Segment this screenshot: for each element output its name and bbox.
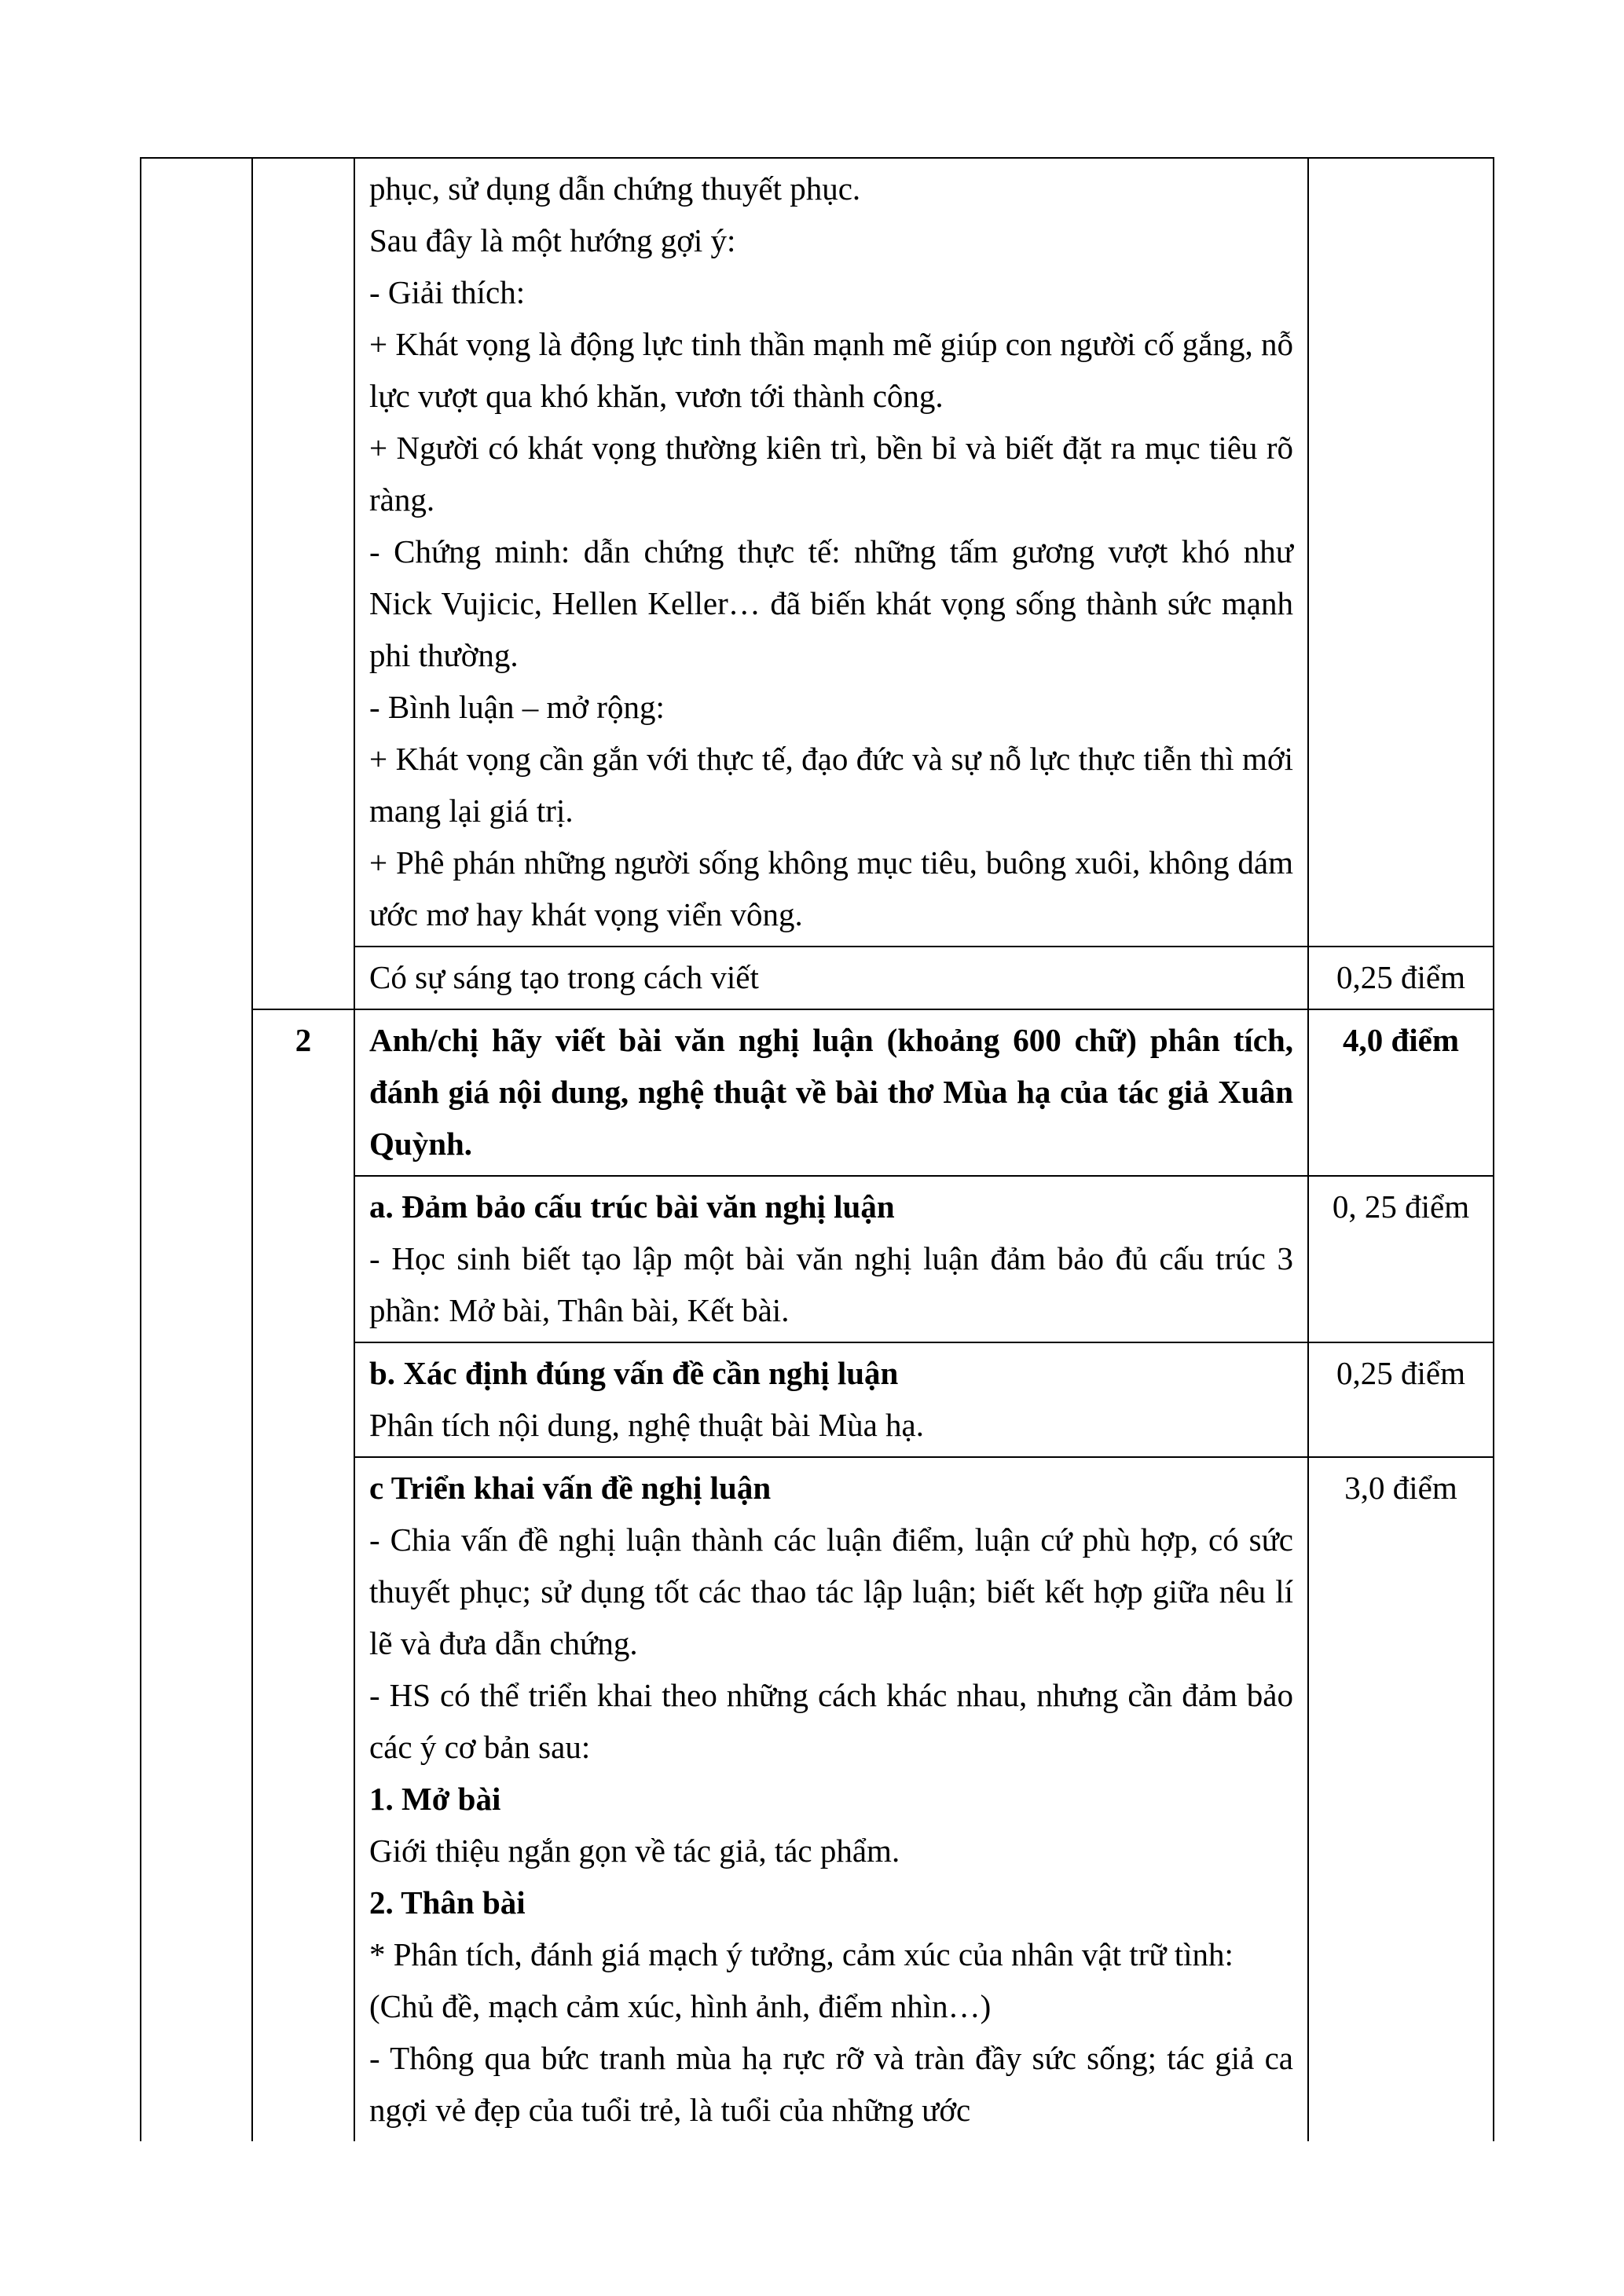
- text-paragraph: (Chủ đề, mạch cảm xúc, hình ảnh, điểm nhìn…): [369, 1988, 992, 2024]
- table-row-guidance: [141, 158, 1494, 947]
- text-paragraph: b. Xác định đúng vấn đề cần nghị luận: [369, 1355, 899, 1391]
- text-paragraph: 2. Thân bài: [369, 1884, 526, 1921]
- content-cell: [354, 1342, 1308, 1457]
- text-paragraph: Phân tích nội dung, nghệ thuật bài Mùa hạ.: [369, 1407, 924, 1443]
- text-paragraph: Có sự sáng tạo trong cách viết: [369, 959, 759, 995]
- points-cell: 4,0 điểm: [1308, 1009, 1494, 1176]
- text-paragraph: Giới thiệu ngắn gọn về tác giả, tác phẩm.: [369, 1833, 900, 1869]
- text-paragraph: c Triển khai vấn đề nghị luận: [369, 1470, 772, 1506]
- points-cell: 0,25 điểm: [1308, 947, 1494, 1009]
- text-paragraph: Anh/chị hãy viết bài văn nghị luận (khoảng 600 chữ) phân tích, đánh giá nội dung, nghệ thuật về bài thơ Mùa hạ của tác giả Xuân Quỳnh.: [369, 1022, 1293, 1162]
- points-cell: [1308, 158, 1494, 947]
- table-row-question-2: [141, 1009, 1494, 1176]
- text-paragraph: a. Đảm bảo cấu trúc bài văn nghị luận: [369, 1188, 895, 1225]
- text-paragraph: + Khát vọng cần gắn với thực tế, đạo đức và sự nỗ lực thực tiễn thì mới mang lại giá trị.: [369, 741, 1293, 829]
- grading-rubric-table: [140, 157, 1494, 2141]
- rubric-table-region: [140, 157, 1496, 2296]
- text-paragraph: + Người có khát vọng thường kiên trì, bền bỉ và biết đặt ra mục tiêu rõ ràng.: [369, 430, 1293, 518]
- text-paragraph: + Khát vọng là động lực tinh thần mạnh mẽ giúp con người cố gắng, nỗ lực vượt qua khó khăn, vươn tới thành công.: [369, 326, 1293, 414]
- content-cell: [354, 1457, 1308, 2141]
- text-paragraph: * Phân tích, đánh giá mạch ý tưởng, cảm xúc của nhân vật trữ tình:: [369, 1936, 1234, 1972]
- text-paragraph: - Học sinh biết tạo lập một bài văn nghị luận đảm bảo đủ cấu trúc 3 phần: Mở bài, Thân bài, Kết bài.: [369, 1240, 1293, 1328]
- text-paragraph: - Chứng minh: dẫn chứng thực tế: những tấm gương vượt khó như Nick Vujicic, Hellen Keller… đã biến khát vọng sống thành sức mạnh phi thường.: [369, 533, 1293, 673]
- text-paragraph: phục, sử dụng dẫn chứng thuyết phục.: [369, 170, 861, 207]
- question-number-cell: 2: [252, 1009, 354, 2141]
- text-paragraph: - Giải thích:: [369, 274, 526, 310]
- text-paragraph: - Chia vấn đề nghị luận thành các luận điểm, luận cứ phù hợp, có sức thuyết phục; sử dụng tốt các thao tác lập luận; biết kết hợp giữa nêu lí lẽ và đưa dẫn chứng.: [369, 1522, 1293, 1661]
- content-cell: [354, 947, 1308, 1009]
- text-paragraph: 1. Mở bài: [369, 1781, 501, 1817]
- text-paragraph: - HS có thể triển khai theo những cách khác nhau, nhưng cần đảm bảo các ý cơ bản sau:: [369, 1677, 1293, 1765]
- content-cell: [354, 1176, 1308, 1342]
- points-cell: 0, 25 điểm: [1308, 1176, 1494, 1342]
- text-paragraph: - Bình luận – mở rộng:: [369, 689, 665, 725]
- text-paragraph: Sau đây là một hướng gợi ý:: [369, 222, 736, 258]
- points-cell: 3,0 điểm: [1308, 1457, 1494, 2141]
- text-paragraph: - Thông qua bức tranh mùa hạ rực rỡ và tràn đầy sức sống; tác giả ca ngợi vẻ đẹp của tuổi trẻ, là tuổi của những ước: [369, 2040, 1293, 2128]
- points-cell: 0,25 điểm: [1308, 1342, 1494, 1457]
- index-column-cell: [141, 158, 252, 2141]
- question-content-cell: [354, 1009, 1308, 1176]
- text-paragraph: + Phê phán những người sống không mục tiêu, buông xuôi, không dám ước mơ hay khát vọng viển vông.: [369, 844, 1293, 932]
- question-number-cell-continued: [252, 158, 354, 1009]
- content-cell: [354, 158, 1308, 947]
